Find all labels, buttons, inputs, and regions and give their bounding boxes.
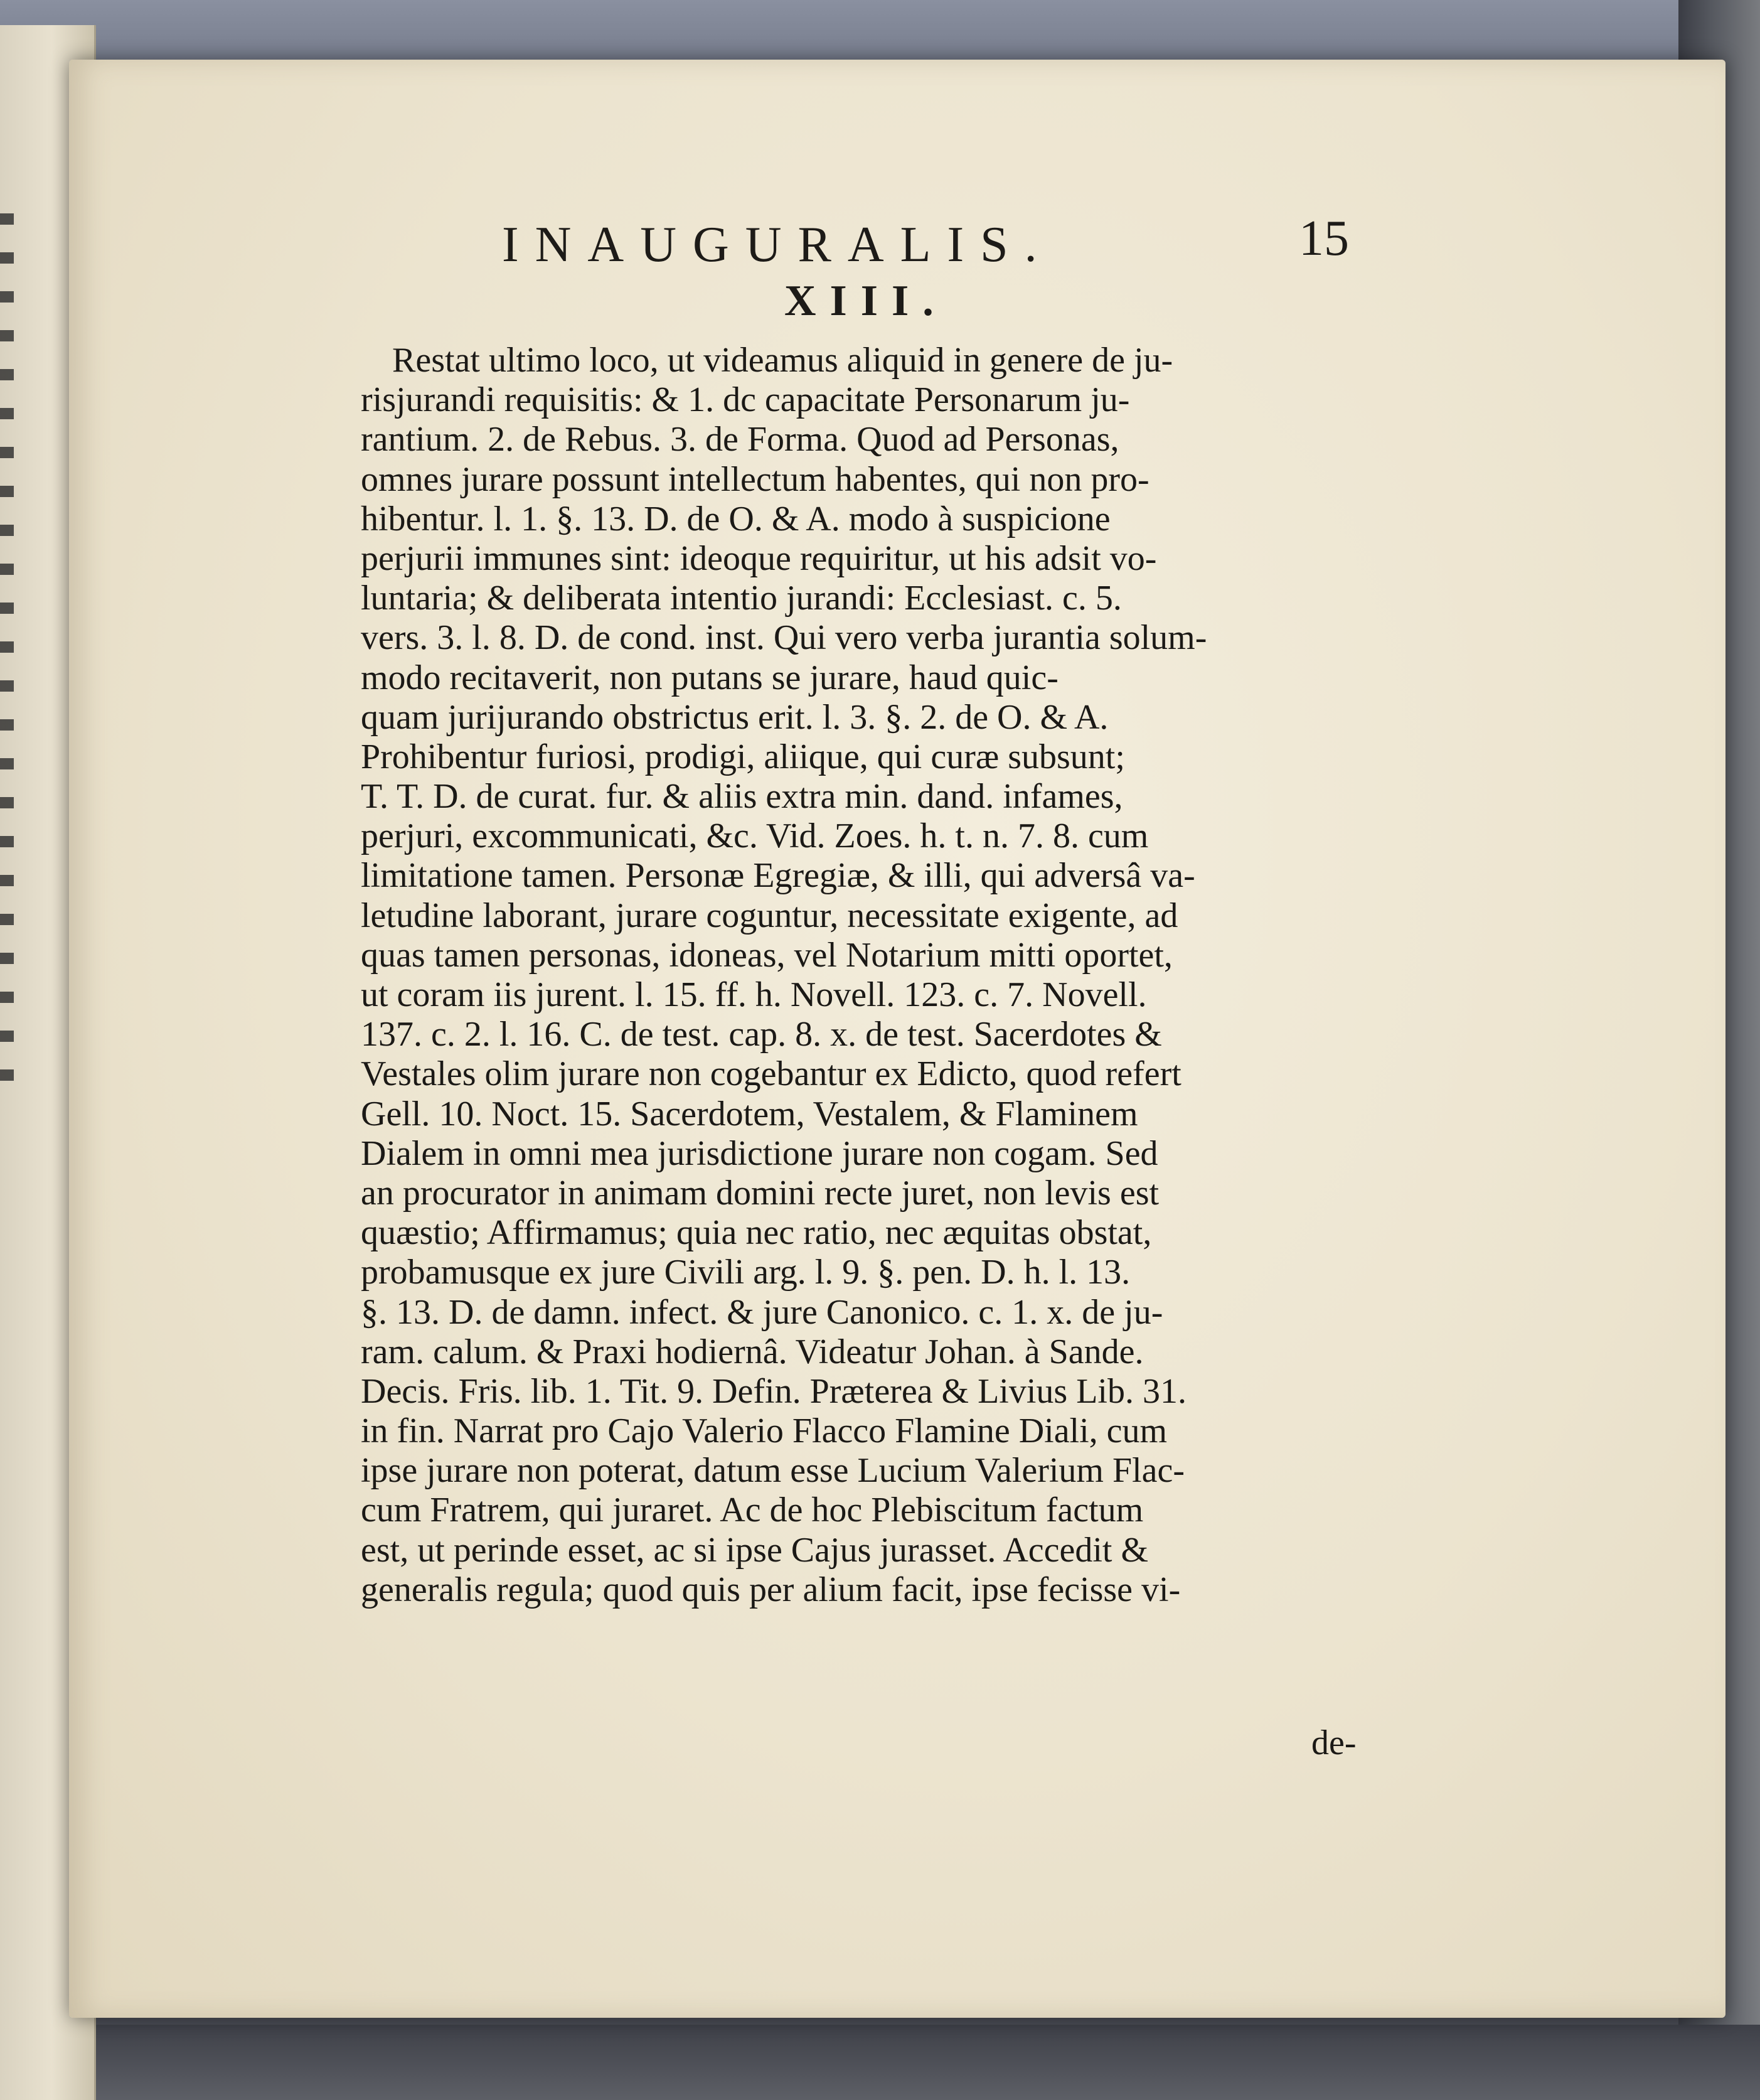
text-line: perjurii immunes sint: ideoque requiritur, ut his adsit vo- bbox=[361, 538, 1157, 578]
text-line: ipse jurare non poterat, datum esse Lucium Valerium Flac- bbox=[361, 1451, 1185, 1491]
catchword: de- bbox=[1311, 1723, 1357, 1762]
text-line: limitatione tamen. Personæ Egregiæ, & illi, qui adversâ va- bbox=[361, 856, 1195, 896]
text-line: in fin. Narrat pro Cajo Valerio Flacco Flamine Diali, cum bbox=[361, 1412, 1168, 1451]
text-line: Restat ultimo loco, ut videamus aliquid in genere de ju- bbox=[392, 341, 1173, 380]
running-head: INAUGURALIS. bbox=[502, 217, 1053, 272]
background-bottom bbox=[0, 2025, 1760, 2100]
section-number: XIII. bbox=[784, 277, 947, 325]
text-line: vers. 3. l. 8. D. de cond. inst. Qui vero verba jurantia solum- bbox=[361, 618, 1207, 658]
text-line: Dialem in omni mea jurisdictione jurare non cogam. Sed bbox=[361, 1133, 1158, 1173]
text-line: 137. c. 2. l. 16. C. de test. cap. 8. x. de test. Sacerdotes & bbox=[361, 1015, 1162, 1054]
body-text bbox=[361, 341, 1377, 1610]
text-line: omnes jurare possunt intellectum habentes, qui non pro- bbox=[361, 459, 1149, 499]
text-line: probamusque ex jure Civili arg. l. 9. §. pen. D. h. l. 13. bbox=[361, 1253, 1131, 1292]
text-line: §. 13. D. de damn. infect. & jure Canonico. c. 1. x. de ju- bbox=[361, 1292, 1163, 1332]
text-line: ut coram iis jurent. l. 15. ff. h. Novell. 123. c. 7. Novell. bbox=[361, 975, 1147, 1014]
facing-page-text-fragment bbox=[0, 213, 14, 1092]
text-line: risjurandi requisitis: & 1. dc capacitate Personarum ju- bbox=[361, 380, 1130, 420]
text-line: generalis regula; quod quis per alium facit, ipse fecisse vi- bbox=[361, 1570, 1181, 1609]
text-line: quam jurijurando obstrictus erit. l. 3. §. 2. de O. & A. bbox=[361, 697, 1109, 737]
text-line: Vestales olim jurare non cogebantur ex Edicto, quod refert bbox=[361, 1054, 1181, 1094]
text-line: Decis. Fris. lib. 1. Tit. 9. Defin. Præterea & Livius Lib. 31. bbox=[361, 1371, 1187, 1411]
text-line: an procurator in animam domini recte juret, non levis est bbox=[361, 1173, 1160, 1213]
text-line: hibentur. l. 1. §. 13. D. de O. & A. modo à suspicione bbox=[361, 499, 1111, 538]
text-line: est, ut perinde esset, ac si ipse Cajus jurasset. Accedit & bbox=[361, 1530, 1149, 1570]
text-line: quæstio; Affirmamus; quia nec ratio, nec æquitas obstat, bbox=[361, 1213, 1152, 1253]
text-line: rantium. 2. de Rebus. 3. de Forma. Quod ad Personas, bbox=[361, 420, 1119, 459]
text-line: luntaria; & deliberata intentio jurandi: Ecclesiast. c. 5. bbox=[361, 579, 1122, 618]
text-line: cum Fratrem, qui juraret. Ac de hoc Plebiscitum factum bbox=[361, 1491, 1144, 1530]
text-line: Gell. 10. Noct. 15. Sacerdotem, Vestalem, & Flaminem bbox=[361, 1094, 1138, 1133]
page-number: 15 bbox=[1299, 211, 1349, 266]
text-line: T. T. D. de curat. fur. & aliis extra min. dand. infames, bbox=[361, 777, 1123, 817]
text-line: perjuri, excommunicati, &c. Vid. Zoes. h. t. n. 7. 8. cum bbox=[361, 817, 1149, 856]
text-line: quas tamen personas, idoneas, vel Notarium mitti oportet, bbox=[361, 935, 1173, 975]
text-line: ram. calum. & Praxi hodiernâ. Videatur Johan. à Sande. bbox=[361, 1332, 1144, 1371]
book-page bbox=[69, 60, 1725, 2018]
text-line: modo recitaverit, non putans se jurare, haud quic- bbox=[361, 658, 1059, 697]
text-line: letudine laborant, jurare coguntur, necessitate exigente, ad bbox=[361, 896, 1178, 935]
text-line: Prohibentur furiosi, prodigi, aliique, qui curæ subsunt; bbox=[361, 737, 1125, 776]
